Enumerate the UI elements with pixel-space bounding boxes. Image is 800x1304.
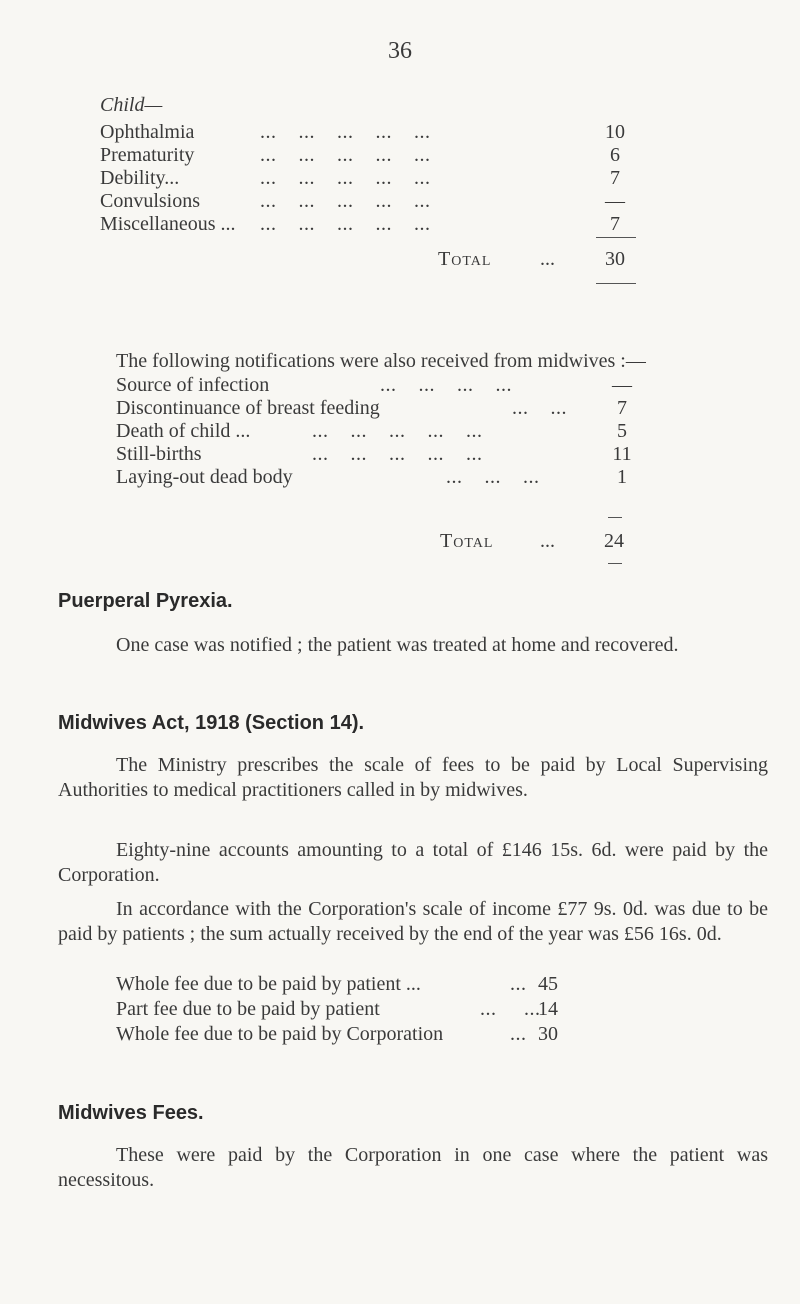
midwives-notifications-table bbox=[116, 374, 676, 489]
table-row: Miscellaneous ... ... ... ... ... ... 7 bbox=[100, 213, 660, 236]
midwives-total-dots: ... bbox=[540, 530, 555, 552]
row-label: Ophthalmia bbox=[100, 121, 195, 143]
table-row: Still-births ... ... ... ... ... 11 bbox=[116, 443, 676, 466]
child-total-dots: ... bbox=[540, 248, 555, 270]
row-label: Convulsions bbox=[100, 190, 201, 212]
row-label: Whole fee due to be paid by patient ... bbox=[116, 973, 421, 995]
midwives-act-para-1: The Ministry prescribes the scale of fees to be paid by Local Supervising Authorities to medical practitioners called in by midwives. bbox=[58, 754, 768, 801]
row-value: 6 bbox=[610, 144, 620, 166]
row-label: Discontinuance of breast feeding bbox=[116, 397, 380, 419]
page-number: 36 bbox=[388, 38, 412, 64]
row-value: 5 bbox=[617, 420, 627, 442]
table-row: Death of child ... ... ... ... ... ... 5 bbox=[116, 420, 676, 443]
row-value: 30 bbox=[538, 1023, 558, 1045]
table-row: Prematurity ... ... ... ... ... 6 bbox=[100, 144, 660, 167]
midwives-fees-text: These were paid by the Corporation in one case where the patient was necessitous. bbox=[58, 1144, 768, 1191]
table-row: Laying-out dead body ... ... ... 1 bbox=[116, 466, 676, 489]
midwives-act-heading: Midwives Act, 1918 (Section 14). bbox=[58, 712, 365, 734]
child-total-value: 30 bbox=[605, 248, 625, 270]
row-label: Whole fee due to be paid by Corporation bbox=[116, 1023, 444, 1045]
midwives-act-para-2: Eighty-nine accounts amounting to a total of £146 15s. 6d. were paid by the Corporation. bbox=[58, 839, 768, 886]
table-row: Whole fee due to be paid by Corporation ... 30 bbox=[116, 1023, 676, 1048]
midwives-total-label: Total bbox=[440, 530, 494, 552]
row-label: Laying-out dead body bbox=[116, 466, 293, 488]
row-value: 7 bbox=[610, 167, 620, 189]
sum-rule bbox=[596, 237, 636, 238]
puerperal-pyrexia-heading: Puerperal Pyrexia. bbox=[58, 590, 233, 612]
row-label: Part fee due to be paid by patient bbox=[116, 998, 380, 1020]
table-row: Debility... ... ... ... ... ... 7 bbox=[100, 167, 660, 190]
row-label: Prematurity bbox=[100, 144, 195, 166]
table-row: Ophthalmia ... ... ... ... ... 10 bbox=[100, 121, 660, 144]
row-value: — bbox=[605, 190, 625, 212]
row-label: Still-births bbox=[116, 443, 202, 465]
row-value: 45 bbox=[538, 973, 558, 995]
midwives-fees-heading: Midwives Fees. bbox=[58, 1102, 204, 1124]
row-value: 11 bbox=[612, 443, 632, 465]
row-value: 1 bbox=[617, 466, 627, 488]
sum-rule bbox=[608, 517, 622, 518]
row-value: 7 bbox=[617, 397, 627, 419]
row-label: Death of child ... bbox=[116, 420, 251, 442]
table-row: Source of infection ... ... ... ... — bbox=[116, 374, 676, 397]
midwives-notifications-intro: The following notifications were also received from midwives :— bbox=[116, 350, 646, 372]
row-value: 14 bbox=[538, 998, 558, 1020]
child-total-label: Total bbox=[438, 248, 492, 270]
row-label: Miscellaneous ... bbox=[100, 213, 236, 235]
table-row: Part fee due to be paid by patient ... ... 14 bbox=[116, 998, 676, 1023]
row-value: 7 bbox=[610, 213, 620, 235]
row-label: Source of infection bbox=[116, 374, 270, 396]
total-rule bbox=[608, 563, 622, 564]
row-value: — bbox=[612, 374, 632, 396]
total-rule bbox=[596, 283, 636, 284]
child-table bbox=[100, 121, 660, 236]
table-row: Convulsions ... ... ... ... ... — bbox=[100, 190, 660, 213]
table-row: Discontinuance of breast feeding ... ... 7 bbox=[116, 397, 676, 420]
fee-table bbox=[116, 973, 676, 1048]
child-section-heading: Child— bbox=[100, 94, 163, 116]
table-row: Whole fee due to be paid by patient ... ... 45 bbox=[116, 973, 676, 998]
midwives-total-value: 24 bbox=[604, 530, 624, 552]
row-value: 10 bbox=[605, 121, 625, 143]
puerperal-pyrexia-text: One case was notified ; the patient was treated at home and recovered. bbox=[116, 634, 679, 656]
midwives-act-para-3: In accordance with the Corporation's scale of income £77 9s. 0d. was due to be paid by patients ; the sum actually received by the end of the year was £56 16s. 0d. bbox=[58, 898, 768, 945]
row-label: Debility... bbox=[100, 167, 180, 189]
